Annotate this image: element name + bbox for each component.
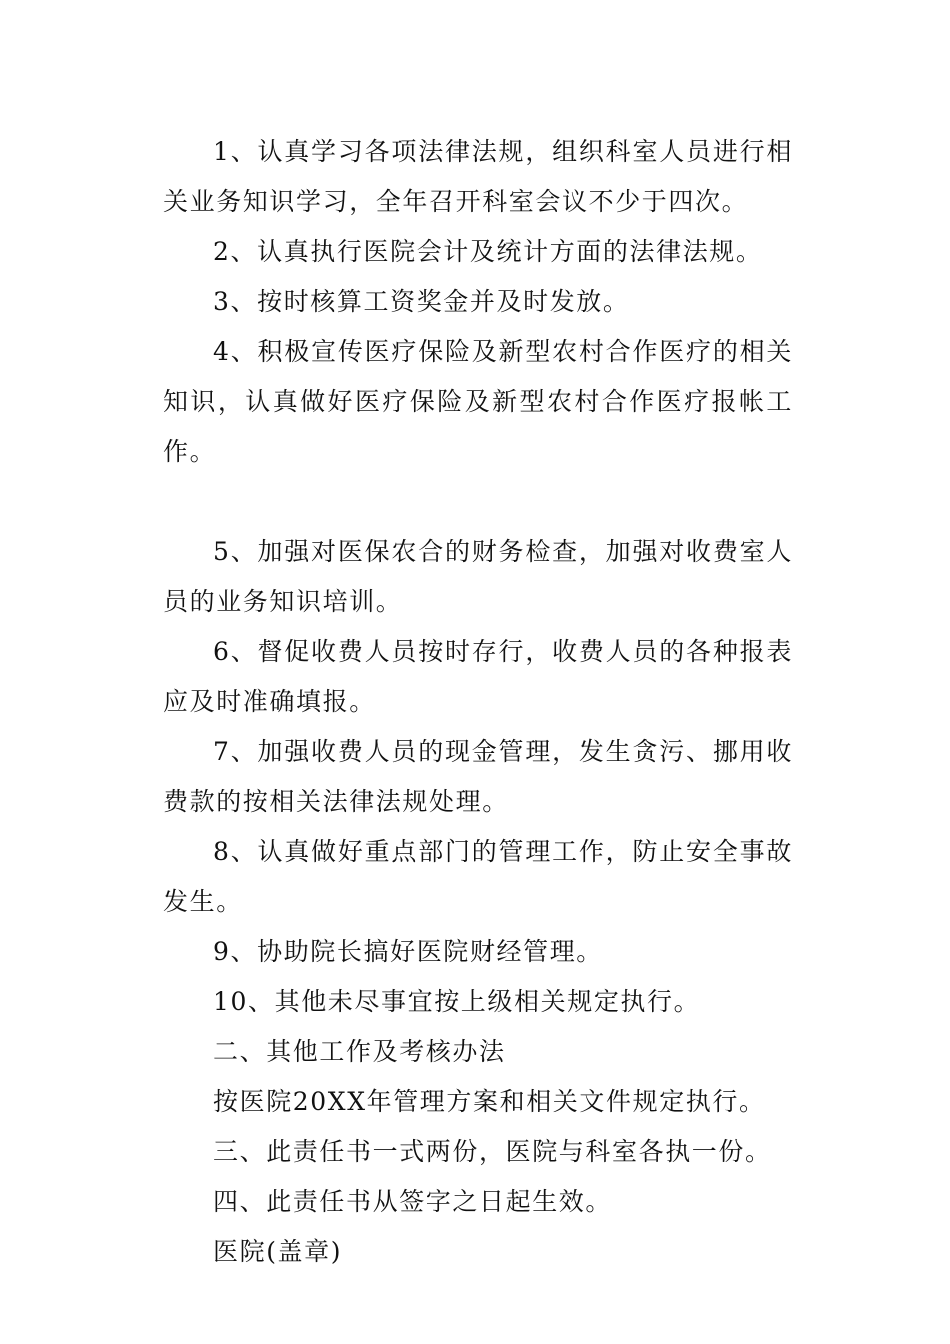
paragraph-item-9: 9、协助院长搞好医院财经管理。 xyxy=(213,937,603,966)
paragraph-item-3: 3、按时核算工资奖金并及时发放。 xyxy=(213,287,630,316)
paragraph-item-1: 1、认真学习各项法律法规，组织科室人员进行相关业务知识学习，全年召开科室会议不少于四次。 xyxy=(163,137,793,216)
paragraph-item-10: 10、其他未尽事宜按上级相关规定执行。 xyxy=(213,987,701,1016)
paragraph-item-7: 7、加强收费人员的现金管理，发生贪污、挪用收费款的按相关法律法规处理。 xyxy=(163,737,793,816)
paragraph-item-2: 2、认真执行医院会计及统计方面的法律法规。 xyxy=(213,237,763,266)
section-heading-other-work: 二、其他工作及考核办法 xyxy=(213,1037,506,1066)
section-heading-copies: 三、此责任书一式两份，医院与科室各执一份。 xyxy=(213,1137,772,1166)
paragraph-item-4: 4、积极宣传医疗保险及新型农村合作医疗的相关知识，认真做好医疗保险及新型农村合作医疗报帐工作。 xyxy=(163,337,793,466)
paragraph-spacer xyxy=(163,477,793,527)
paragraph-item-8: 8、认真做好重点部门的管理工作，防止安全事故发生。 xyxy=(163,837,793,916)
document-body xyxy=(163,127,793,1277)
paragraph-item-6: 6、督促收费人员按时存行，收费人员的各种报表应及时准确填报。 xyxy=(163,637,793,716)
hospital-seal-label: 医院(盖章) xyxy=(213,1237,343,1266)
section-heading-effective: 四、此责任书从签字之日起生效。 xyxy=(213,1187,613,1216)
paragraph-management-plan: 按医院20XX年管理方案和相关文件规定执行。 xyxy=(213,1087,766,1116)
paragraph-item-5: 5、加强对医保农合的财务检查，加强对收费室人员的业务知识培训。 xyxy=(163,537,793,616)
